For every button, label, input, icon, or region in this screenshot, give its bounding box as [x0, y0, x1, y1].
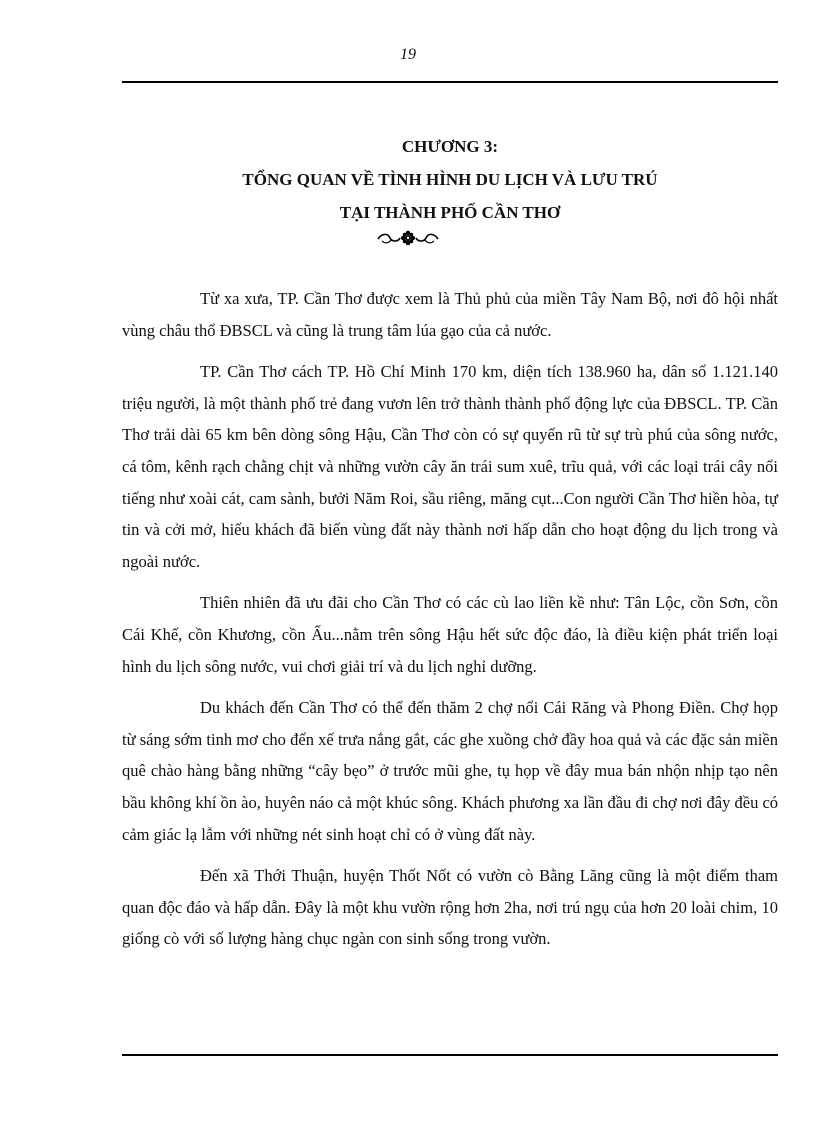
body-text [122, 283, 778, 965]
chapter-title-line-1: TỔNG QUAN VỀ TÌNH HÌNH DU LỊCH VÀ LƯU TRÚ [242, 170, 658, 189]
paragraph-4: Du khách đến Cần Thơ có thể đến thăm 2 chợ nổi Cái Răng và Phong Điền. Chợ họp từ sáng sớm tinh mơ cho đến xế trưa nắng gắt, các ghe xuồng chở đầy hoa quả và các đặc sản miền quê chào hàng bằng những “cây bẹo” ở trước mũi ghe, tụ họp về đây mua bán nhộn nhịp tạo nên bầu không khí ồn ào, huyên náo cả một khúc sông. Khách phương xa lần đầu đi chợ nơi đây đều có cảm giác lạ lẫm với những nét sinh hoạt chỉ có ở vùng đất này. [122, 698, 779, 844]
floral-ornament-icon [0, 230, 816, 250]
chapter-label: CHƯƠNG 3: [401, 137, 499, 156]
header-rule [122, 81, 778, 83]
page-number: 19 [400, 46, 416, 63]
paragraph-2: TP. Cần Thơ cách TP. Hồ Chí Minh 170 km, diện tích 138.960 ha, dân số 1.121.140 triệu người, là một thành phố trẻ đang vươn lên trở thành thành phố động lực của ĐBSCL. TP. Cần Thơ trải dài 65 km bên dòng sông Hậu, Cần Thơ còn có sự quyến rũ từ sự trù phú của sông nước, cá tôm, kênh rạch chằng chịt và những vườn cây ăn trái sum xuê, trĩu quả, với các loại trái cây nổi tiếng như xoài cát, cam sành, bưởi Năm Roi, sầu riêng, măng cụt...Con người Cần Thơ hiền hòa, tự tin và cởi mở, hiếu khách đã biến vùng đất này thành nơi hấp dẫn cho hoạt động du lịch trong và ngoài nước. [122, 362, 778, 571]
chapter-heading [122, 130, 778, 229]
chapter-title-line-2: TẠI THÀNH PHỐ CẦN THƠ [339, 203, 561, 222]
paragraph-5: Đến xã Thới Thuận, huyện Thốt Nốt có vườn cò Bằng Lăng cũng là một điểm tham quan độc đáo và hấp dẫn. Đây là một khu vườn rộng hơn 2ha, nơi trú ngụ của hơn 20 loài chim, 10 giống cò với số lượng hàng chục ngàn con sinh sống trong vườn. [122, 866, 778, 949]
paragraph-1: Từ xa xưa, TP. Cần Thơ được xem là Thủ phủ của miền Tây Nam Bộ, nơi đô hội nhất vùng châu thổ ĐBSCL và cũng là trung tâm lúa gạo của cả nước. [122, 289, 778, 340]
paragraph-3: Thiên nhiên đã ưu đãi cho Cần Thơ có các cù lao liền kề như: Tân Lộc, cồn Sơn, cồn Cái Khế, cồn Khương, cồn Ấu...nằm trên sông Hậu hết sức độc đáo, là điều kiện phát triển loại hình du lịch sông nước, vui chơi giải trí và du lịch nghỉ dưỡng. [122, 593, 778, 676]
footer-rule [122, 1054, 778, 1056]
